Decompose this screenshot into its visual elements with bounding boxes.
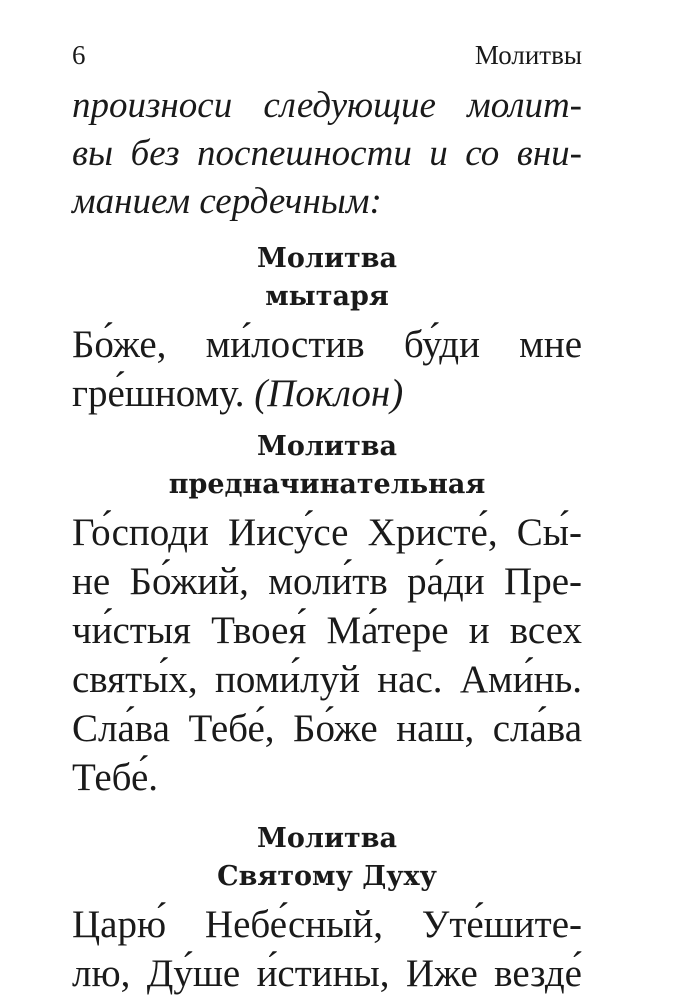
prayer-line: Тебе́.: [72, 756, 159, 799]
running-head: [72, 38, 582, 78]
prostration-note: (Поклон): [254, 372, 404, 415]
prayer-line: не Бо́жий, моли́тв ра́ди Пре-: [72, 560, 582, 603]
heading-line: мытаря: [265, 281, 389, 312]
prayer-line-text: гре́шному.: [72, 372, 245, 415]
prayer-line: [72, 369, 582, 418]
heading-line: Святому Духу: [217, 861, 437, 892]
prayer-text-publican: [72, 320, 582, 418]
book-page: [72, 38, 582, 998]
heading-line: Молитва: [257, 431, 397, 462]
heading-line: предначинательная: [168, 469, 486, 500]
prayer-line: лю, Ду́ше и́стины, Иже везде́: [72, 952, 582, 995]
prayer-text-holy-spirit: [72, 900, 582, 998]
prayer-text-beginning: [72, 508, 582, 802]
page-number: 6: [72, 40, 86, 70]
prayer-heading-publican: [72, 240, 582, 316]
prayer-line: Сла́ва Тебе́, Бо́же наш, сла́ва: [72, 707, 582, 750]
intro-text: [72, 82, 582, 226]
prayer-heading-holy-spirit: [72, 820, 582, 896]
prayer-line: святы́х, поми́луй нас. Ами́нь.: [72, 658, 582, 701]
heading-line: Молитва: [257, 823, 397, 854]
intro-line: вы без поспешности и со вни-: [72, 133, 582, 174]
prayer-heading-beginning: [72, 428, 582, 504]
intro-line: манием сердечным:: [72, 181, 382, 222]
section-title: Молитвы: [474, 40, 582, 70]
prayer-line: чи́стыя Твоея́ Ма́тере и всех: [72, 609, 582, 652]
prayer-line: Бо́же, ми́лостив бу́ди мне: [72, 323, 582, 366]
prayer-line: Го́споди Иису́се Христе́, Сы́-: [72, 511, 582, 554]
prayer-line: Царю́ Небе́сный, Уте́шите-: [72, 903, 582, 946]
heading-line: Молитва: [257, 243, 397, 274]
intro-line: произноси следующие молит-: [72, 85, 582, 126]
